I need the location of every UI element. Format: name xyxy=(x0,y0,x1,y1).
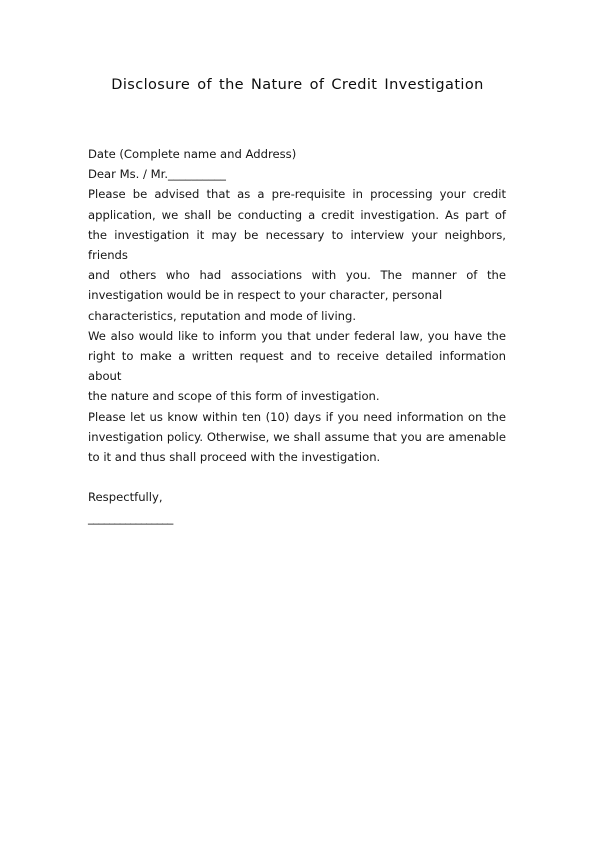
paragraph-1-line-4: and others who had associations with you. The manner of the xyxy=(88,268,506,283)
paragraph-1-line-1: Please be advised that as a pre-requisite in processing your credit xyxy=(88,187,506,202)
spacer xyxy=(88,467,506,487)
closing: Respectfully, xyxy=(88,490,163,505)
paragraph-1-line-3: the investigation it may be necessary to interview your neighbors, friends xyxy=(88,227,506,263)
salutation: Dear Ms. / Mr.__________ xyxy=(88,167,226,182)
signature-line: ________________ xyxy=(88,510,173,525)
paragraph-1-line-6: characteristics, reputation and mode of living. xyxy=(88,308,357,323)
paragraph-1-line-2: application, we shall be conducting a credit investigation. As part of xyxy=(88,207,506,222)
document-title: Disclosure of the Nature of Credit Investigation xyxy=(111,77,484,93)
letter-body xyxy=(88,144,506,528)
date-line: Date (Complete name and Address) xyxy=(88,147,297,161)
paragraph-2-line-2: right to make a written request and to receive detailed information about xyxy=(88,349,506,384)
paragraph-1-line-5: investigation would be in respect to your character, personal xyxy=(88,288,443,303)
paragraph-2-line-3: the nature and scope of this form of investigation. xyxy=(88,389,380,404)
paragraph-2-line-1: We also would like to inform you that under federal law, you have the xyxy=(88,328,506,343)
paragraph-3-line-2: investigation policy. Otherwise, we shall assume that you are amenable xyxy=(88,429,506,444)
paragraph-3-line-3: to it and thus shall proceed with the investigation. xyxy=(88,450,381,465)
paragraph-3-line-1: Please let us know within ten (10) days if you need information on the xyxy=(88,409,506,424)
